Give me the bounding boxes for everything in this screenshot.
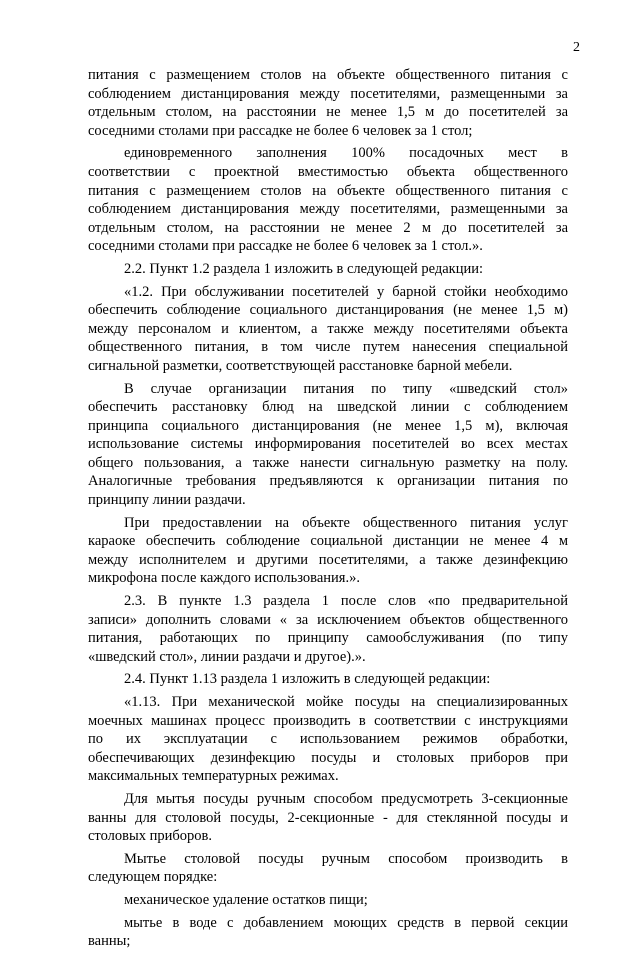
text-line: Аналогичные требования предъявляются к организации питания по [88,473,568,490]
paragraph [88,283,568,376]
text-line: максимальных температурных режимах. [88,768,339,785]
text-line: ванны; [88,933,131,950]
text-line: следующем порядке: [88,869,218,886]
text-line: ванны для столовой посуды, 2-секционные - для стеклянной посуды и [88,809,568,826]
text-line: 2.3. В пункте 1.3 раздела 1 после слов «по предварительной [124,593,568,610]
text-line: Мытье столовой посуды ручным способом производить в [124,850,568,867]
paragraph [88,144,568,256]
text-line: обеспечить соблюдение социального дистанцирования (не менее 1,5 м) [88,302,568,319]
paragraph [88,514,568,588]
paragraph [88,850,568,887]
text-line: обеспечивающих дезинфекцию посуды и столовых приборов при [88,749,568,766]
text-line: общественного питания, в том числе путем нанесения специальной [88,339,568,356]
text-line: отдельным столом, на расстоянии не менее 1,5 м до посетителей за [88,104,568,121]
text-line: 2.2. Пункт 1.2 раздела 1 изложить в следующей редакции: [124,260,484,277]
text-line: «1.2. При обслуживании посетителей у барной стойки необходимо [124,283,568,300]
text-line: обеспечить расстановку блюд на шведской линии с соблюдением [88,399,568,416]
text-line: соседними столами при рассадке не более 6 человек за 1 стол; [88,122,473,139]
text-line: «1.13. При механической мойке посуды на специализированных [124,694,568,710]
paragraph [88,380,568,510]
text-line: соседними столами при рассадке не более 6 человек за 1 стол.». [88,238,483,255]
text-line: питания с размещением столов на объекте общественного питания с [88,67,568,83]
text-line: «шведский стол», линии раздачи и другое).». [88,648,366,665]
text-line: сигнальной разметки, соответствующей расстановке барной мебели. [88,357,513,374]
document-body [88,66,568,955]
text-line: Для мытья посуды ручным способом предусмотреть 3-секционные [124,790,568,807]
text-line: общего пользования, а также нанести сигнальную разметку на полу. [88,454,568,471]
text-line: соблюдением дистанцирования между посетителями, размещенными за [88,85,568,102]
text-line: единовременного заполнения 100% посадочных мест в [124,145,568,162]
text-line: микрофона после каждого использования.». [88,570,360,587]
text-line: по их эксплуатации с использованием режимов обработки, [88,731,568,748]
paragraph [88,670,568,689]
text-line: между исполнителем и другими посетителями, а также дезинфекцию [88,551,568,568]
text-line: 2.4. Пункт 1.13 раздела 1 изложить в следующей редакции: [124,671,491,688]
text-line: караоке обеспечить соблюдение социальной дистанции не менее 4 м [88,533,568,550]
text-line: моечных машинах процесс производить в соответствии с инструкциями [88,712,568,729]
text-line: записи» дополнить словами « за исключением объектов общественного [88,611,568,628]
paragraph [88,914,568,951]
text-line: соответствии с проектной вместимостью объекта общественного [88,163,568,180]
text-line: питания с размещением столов на объекте общественного питания с [88,182,568,199]
text-line: В случае организации питания по типу «шведский стол» [124,380,568,397]
paragraph [88,592,568,666]
text-line: использование системы информирования посетителей во всех местах [88,436,568,453]
text-line: принципу линии раздачи. [88,492,246,509]
text-line: отдельным столом, на расстоянии не менее 2 м до посетителей за [88,219,568,236]
paragraph [88,790,568,846]
text-line: При предоставлении на объекте общественного питания услуг [124,514,568,531]
text-line: между персоналом и клиентом, а также между посетителями объекта [88,320,568,337]
text-line: принципа социального дистанцирования (не менее 1,5 м), включая [88,417,568,434]
paragraph [88,66,568,140]
text-line: механическое удаление остатков пищи; [124,891,368,908]
paragraph [88,891,568,910]
paragraph [88,693,568,786]
text-line: соблюдением дистанцирования между посетителями, размещенными за [88,201,568,218]
text-line: питания, работающих по принципу самообслуживания (по типу [88,630,568,647]
text-line: столовых приборов. [88,828,212,845]
paragraph [88,260,568,279]
page-number: 2 [573,40,580,55]
text-line: мытье в воде с добавлением моющих средств в первой секции [124,914,568,931]
